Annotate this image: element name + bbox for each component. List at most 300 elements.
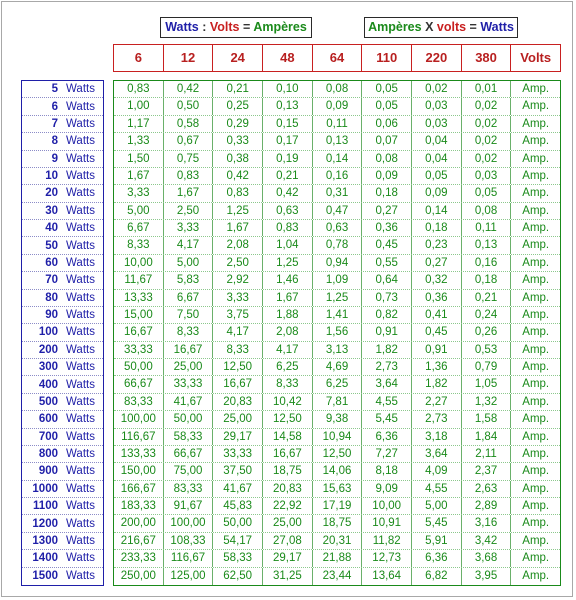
watts-row [22,411,103,428]
watts-value: 100 [38,326,58,339]
voltage-header-cell: 64 [313,45,363,71]
ampere-value-cell: 2,37 [462,463,512,479]
watts-unit-label: Watts [66,570,95,583]
ampere-value-cell: 25,00 [164,359,214,375]
table-row [114,203,560,220]
ampere-value-cell: 0,75 [164,151,214,167]
ampere-value-cell: 45,83 [213,498,263,514]
amp-unit-label: Amp. [522,343,550,356]
voltage-header-cell: 380 [462,45,512,71]
ampere-value-cell: 54,17 [213,533,263,549]
amp-unit-label: Amp. [522,204,550,217]
ampere-value-cell: 1,88 [263,307,313,323]
watts-unit-label: Watts [66,204,95,217]
ampere-value-cell: 5,00 [164,255,214,271]
table-row [114,481,560,498]
ampere-value-cell: 0,05 [412,168,462,184]
ampere-value-cell: 3,33 [164,220,214,236]
watts-value: 5 [51,83,58,96]
ampere-value-cell: 0,36 [412,290,462,306]
amp-unit-label: Amp. [522,187,550,200]
ampere-value-cell: 66,67 [114,376,164,392]
ampere-value-cell: 4,55 [412,481,462,497]
ampere-value-cell: 11,82 [362,533,412,549]
ampere-value-cell: 3,33 [114,185,164,201]
ampere-value-cell: 4,55 [362,394,412,410]
watts-row [22,168,103,185]
ampere-value-cell: 4,09 [412,463,462,479]
ampere-value-cell: 0,14 [313,151,363,167]
ampere-value-cell: 2,50 [213,255,263,271]
ampere-value-cell: 1,67 [114,168,164,184]
watts-row [22,290,103,307]
ampere-value-cell: 8,33 [263,376,313,392]
ampere-value-cell: 23,44 [313,568,363,585]
ampere-value-cell: 18,75 [263,463,313,479]
watts-unit-label: Watts [66,170,95,183]
ampere-value-cell: 0,09 [362,168,412,184]
ampere-value-cell: 5,83 [164,272,214,288]
voltage-header-cell: 220 [412,45,462,71]
ampere-value-cell: 83,33 [164,481,214,497]
ampere-value-cell: 0,45 [412,324,462,340]
watts-value: 6 [51,100,58,113]
ampere-value-cell: 0,03 [412,116,462,132]
ampere-value-cell: 1,33 [114,133,164,149]
amp-unit-label: Amp. [522,517,550,530]
ampere-value-cell: 0,27 [412,255,462,271]
ampere-value-cell: 3,33 [213,290,263,306]
amp-unit-label: Amp. [522,152,550,165]
ampere-value-cell: 0,13 [263,98,313,114]
ampere-value-cell: 0,01 [462,81,512,97]
formula-watts-divided-by-volts [160,17,312,38]
watts-value: 500 [38,395,58,408]
amp-unit-label: Amp. [522,447,550,460]
ampere-value-cell: 58,33 [164,429,214,445]
ampere-value-cell: 16,67 [164,342,214,358]
watts-value: 8 [51,135,58,148]
watts-unit-label: Watts [66,465,95,478]
watts-row [22,307,103,324]
table-row [114,550,560,567]
ampere-value-cell: 6,82 [412,568,462,585]
ampere-value-cell: 0,23 [412,237,462,253]
ampere-value-cell: 1,82 [362,342,412,358]
formula-left-op2: = [239,20,254,34]
formula-left-amperes: Ampères [253,20,307,34]
watts-value: 20 [45,187,58,200]
watts-value: 10 [45,170,58,183]
ampere-value-cell: 108,33 [164,533,214,549]
watts-row [22,376,103,393]
watts-unit-label: Watts [66,430,95,443]
ampere-value-cell: 50,00 [114,359,164,375]
ampere-value-cell: 0,04 [412,133,462,149]
formula-left-op1: : [198,20,210,34]
watts-value: 400 [38,378,58,391]
ampere-value-cell: 75,00 [164,463,214,479]
ampere-value-cell: 0,16 [462,255,512,271]
ampere-value-cell: 0,02 [462,98,512,114]
watts-value: 1300 [32,534,58,547]
watts-value: 40 [45,222,58,235]
ampere-value-cell: 0,29 [213,116,263,132]
ampere-value-cell: 58,33 [213,550,263,566]
watts-unit-label: Watts [66,361,95,374]
ampere-value-cell: 2,50 [164,203,214,219]
ampere-value-cell: 133,33 [114,446,164,462]
ampere-value-cell: 1,46 [263,272,313,288]
watts-row [22,463,103,480]
watts-unit-label: Watts [66,187,95,200]
table-row [114,220,560,237]
table-row [114,307,560,324]
watts-unit-label: Watts [66,552,95,565]
ampere-value-cell: 0,05 [362,98,412,114]
ampere-value-cell: 5,45 [362,411,412,427]
ampere-value-cell: 0,11 [313,116,363,132]
ampere-value-cell: 0,58 [164,116,214,132]
ampere-value-cell: 1,04 [263,237,313,253]
ampere-value-cell: 1,84 [462,429,512,445]
ampere-value-cell: 3,95 [462,568,512,585]
ampere-value-cell: 0,02 [462,116,512,132]
amp-unit-label: Amp. [522,117,550,130]
formula-right-volts: volts [436,20,467,34]
ampere-value-cell: 4,17 [263,342,313,358]
ampere-value-cell: 3,42 [462,533,512,549]
ampere-value-cell: 1,58 [462,411,512,427]
ampere-value-cell: 50,00 [164,411,214,427]
watts-unit-label: Watts [66,152,95,165]
ampere-value-cell: 31,25 [263,568,313,585]
formula-left-watts: Watts [165,20,199,34]
ampere-value-cell: 0,18 [362,185,412,201]
table-row [114,151,560,168]
ampere-value-cell: 41,67 [213,481,263,497]
ampere-value-cell: 8,18 [362,463,412,479]
watts-row [22,394,103,411]
ampere-value-cell: 66,67 [164,446,214,462]
watts-unit-label: Watts [66,413,95,426]
ampere-value-cell: 22,92 [263,498,313,514]
watts-unit-label: Watts [66,222,95,235]
watts-row [22,133,103,150]
watts-row [22,185,103,202]
watts-value: 800 [38,448,58,461]
amp-unit-label: Amp. [522,222,550,234]
amp-unit-label: Amp. [522,326,550,339]
amp-unit-label: Amp. [522,274,550,287]
ampere-value-cell: 3,64 [362,376,412,392]
ampere-value-cell: 11,67 [114,272,164,288]
watts-value: 90 [45,309,58,322]
table-row [114,116,560,133]
watts-unit-label: Watts [66,448,95,461]
ampere-value-cell: 1,25 [263,255,313,271]
ampere-value-cell: 0,26 [462,324,512,340]
ampere-value-cell: 0,05 [462,185,512,201]
ampere-value-cell: 0,27 [362,203,412,219]
watts-value: 700 [38,430,58,443]
amp-unit-label: Amp. [522,430,550,443]
ampere-value-cell: 0,42 [164,81,214,97]
ampere-value-cell: 0,63 [263,203,313,219]
ampere-value-cell: 6,25 [263,359,313,375]
ampere-value-cell: 1,17 [114,116,164,132]
ampere-value-cell: 1,36 [412,359,462,375]
amp-unit-label: Amp. [522,256,550,269]
table-row [114,324,560,341]
ampere-value-cell: 0,36 [362,220,412,236]
ampere-value-cell: 33,33 [213,446,263,462]
ampere-value-cell: 0,55 [362,255,412,271]
table-row [114,272,560,289]
amperes-table [113,80,561,586]
ampere-value-cell: 0,83 [114,81,164,97]
ampere-value-cell: 166,67 [114,481,164,497]
watts-row [22,324,103,341]
ampere-value-cell: 8,33 [164,324,214,340]
ampere-value-cell: 5,00 [114,203,164,219]
ampere-value-cell: 0,64 [362,272,412,288]
watts-row [22,498,103,515]
watts-unit-label: Watts [66,343,95,356]
ampere-value-cell: 0,17 [263,133,313,149]
ampere-value-cell: 0,02 [462,151,512,167]
amp-unit-label: Amp. [522,500,550,512]
ampere-value-cell: 1,67 [263,290,313,306]
table-row [114,290,560,307]
ampere-value-cell: 4,17 [164,237,214,253]
ampere-value-cell: 0,33 [213,133,263,149]
ampere-value-cell: 29,17 [263,550,313,566]
voltage-header-row [113,44,561,72]
voltage-header-cell: 110 [362,45,412,71]
ampere-value-cell: 1,25 [213,203,263,219]
ampere-value-cell: 2,73 [412,411,462,427]
ampere-value-cell: 0,06 [362,116,412,132]
ampere-value-cell: 1,41 [313,307,363,323]
watts-value: 30 [45,204,58,217]
ampere-value-cell: 0,09 [412,185,462,201]
ampere-value-cell: 5,91 [412,533,462,549]
voltage-unit-header: Volts [511,45,561,71]
ampere-value-cell: 3,13 [313,342,363,358]
amp-unit-label: Amp. [522,413,550,426]
ampere-value-cell: 50,00 [213,515,263,531]
watts-value: 1500 [32,570,58,583]
ampere-value-cell: 0,42 [263,185,313,201]
ampere-value-cell: 16,67 [263,446,313,462]
ampere-value-cell: 1,50 [114,151,164,167]
ampere-value-cell: 21,88 [313,550,363,566]
ampere-value-cell: 2,92 [213,272,263,288]
amp-unit-label: Amp. [522,465,550,478]
ampere-value-cell: 0,13 [462,237,512,253]
watts-unit-label: Watts [66,395,95,408]
ampere-value-cell: 0,53 [462,342,512,358]
ampere-value-cell: 6,36 [362,429,412,445]
ampere-value-cell: 250,00 [114,568,164,585]
watts-row [22,359,103,376]
table-row [114,359,560,376]
ampere-value-cell: 0,31 [313,185,363,201]
ampere-value-cell: 29,17 [213,429,263,445]
ampere-value-cell: 33,33 [164,376,214,392]
watts-value: 1200 [32,517,58,530]
ampere-value-cell: 8,33 [213,342,263,358]
ampere-value-cell: 13,64 [362,568,412,585]
watts-unit-label: Watts [66,291,95,304]
watts-column [21,80,104,586]
ampere-value-cell: 33,33 [114,342,164,358]
table-row [114,515,560,532]
watts-value: 300 [38,361,58,374]
table-row [114,498,560,515]
formula-left-volts: Volts [209,20,240,34]
amp-unit-label: Amp. [522,552,550,565]
ampere-value-cell: 20,31 [313,533,363,549]
watts-row [22,568,103,585]
ampere-value-cell: 17,19 [313,498,363,514]
ampere-value-cell: 4,69 [313,359,363,375]
ampere-value-cell: 0,07 [362,133,412,149]
watts-row [22,272,103,289]
watts-unit-label: Watts [66,482,95,495]
ampere-value-cell: 6,25 [313,376,363,392]
ampere-value-cell: 0,03 [412,98,462,114]
ampere-value-cell: 16,67 [213,376,263,392]
ampere-value-cell: 216,67 [114,533,164,549]
ampere-value-cell: 2,27 [412,394,462,410]
table-row [114,376,560,393]
watts-unit-label: Watts [66,534,95,547]
ampere-value-cell: 7,27 [362,446,412,462]
ampere-value-cell: 0,47 [313,203,363,219]
table-frame [1,1,573,597]
watts-row [22,81,103,98]
watts-unit-label: Watts [66,135,95,148]
ampere-value-cell: 0,67 [164,133,214,149]
ampere-value-cell: 0,91 [362,324,412,340]
ampere-value-cell: 0,21 [462,290,512,306]
ampere-value-cell: 9,38 [313,411,363,427]
ampere-value-cell: 0,05 [362,81,412,97]
watts-row [22,342,103,359]
ampere-value-cell: 0,63 [313,220,363,236]
ampere-value-cell: 1,56 [313,324,363,340]
ampere-value-cell: 0,03 [462,168,512,184]
table-row [114,81,560,98]
ampere-value-cell: 4,17 [213,324,263,340]
ampere-value-cell: 0,50 [164,98,214,114]
table-row [114,133,560,150]
ampere-value-cell: 7,81 [313,394,363,410]
watts-row [22,237,103,254]
ampere-value-cell: 0,45 [362,237,412,253]
formula-right-op1: X [421,20,437,34]
table-row [114,237,560,254]
watts-row [22,550,103,567]
ampere-value-cell: 0,42 [213,168,263,184]
ampere-value-cell: 0,10 [263,81,313,97]
ampere-value-cell: 0,13 [313,133,363,149]
watts-row [22,515,103,532]
ampere-value-cell: 3,18 [412,429,462,445]
ampere-value-cell: 0,16 [313,168,363,184]
watts-value: 1000 [32,482,58,495]
ampere-value-cell: 37,50 [213,463,263,479]
ampere-value-cell: 0,14 [412,203,462,219]
watts-unit-label: Watts [66,256,95,269]
ampere-value-cell: 0,08 [462,203,512,219]
ampere-value-cell: 10,42 [263,394,313,410]
table-row [114,411,560,428]
ampere-value-cell: 14,06 [313,463,363,479]
ampere-value-cell: 7,50 [164,307,214,323]
watts-row [22,533,103,550]
ampere-value-cell: 0,15 [263,116,313,132]
ampere-value-cell: 100,00 [114,411,164,427]
table-row [114,98,560,115]
ampere-value-cell: 16,67 [114,324,164,340]
watts-value: 70 [45,274,58,287]
ampere-value-cell: 25,00 [213,411,263,427]
watts-unit-label: Watts [66,517,95,530]
watts-row [22,255,103,272]
voltage-header-cell: 6 [114,45,164,71]
ampere-value-cell: 200,00 [114,515,164,531]
ampere-value-cell: 62,50 [213,568,263,585]
ampere-value-cell: 6,67 [114,220,164,236]
voltage-header-cell: 12 [164,45,214,71]
ampere-value-cell: 0,19 [263,151,313,167]
ampere-value-cell: 0,83 [213,185,263,201]
ampere-value-cell: 0,83 [164,168,214,184]
ampere-value-cell: 20,83 [263,481,313,497]
ampere-value-cell: 0,11 [462,220,512,236]
ampere-value-cell: 18,75 [313,515,363,531]
table-row [114,533,560,550]
watts-row [22,203,103,220]
ampere-value-cell: 0,38 [213,151,263,167]
ampere-value-cell: 0,02 [412,81,462,97]
ampere-value-cell: 0,82 [362,307,412,323]
ampere-value-cell: 6,67 [164,290,214,306]
table-row [114,168,560,185]
ampere-value-cell: 27,08 [263,533,313,549]
amp-unit-label: Amp. [522,169,550,182]
ampere-value-cell: 5,00 [412,498,462,514]
ampere-value-cell: 12,50 [213,359,263,375]
ampere-value-cell: 0,04 [412,151,462,167]
ampere-value-cell: 0,08 [313,81,363,97]
ampere-value-cell: 9,09 [362,481,412,497]
watts-value: 60 [45,256,58,269]
watts-row [22,446,103,463]
table-row [114,446,560,463]
amp-unit-label: Amp. [522,482,550,495]
voltage-header-cell: 48 [263,45,313,71]
ampere-value-cell: 116,67 [164,550,214,566]
ampere-value-cell: 183,33 [114,498,164,514]
watts-unit-label: Watts [66,274,95,287]
ampere-value-cell: 3,75 [213,307,263,323]
amp-unit-label: Amp. [522,534,550,547]
ampere-value-cell: 0,21 [213,81,263,97]
